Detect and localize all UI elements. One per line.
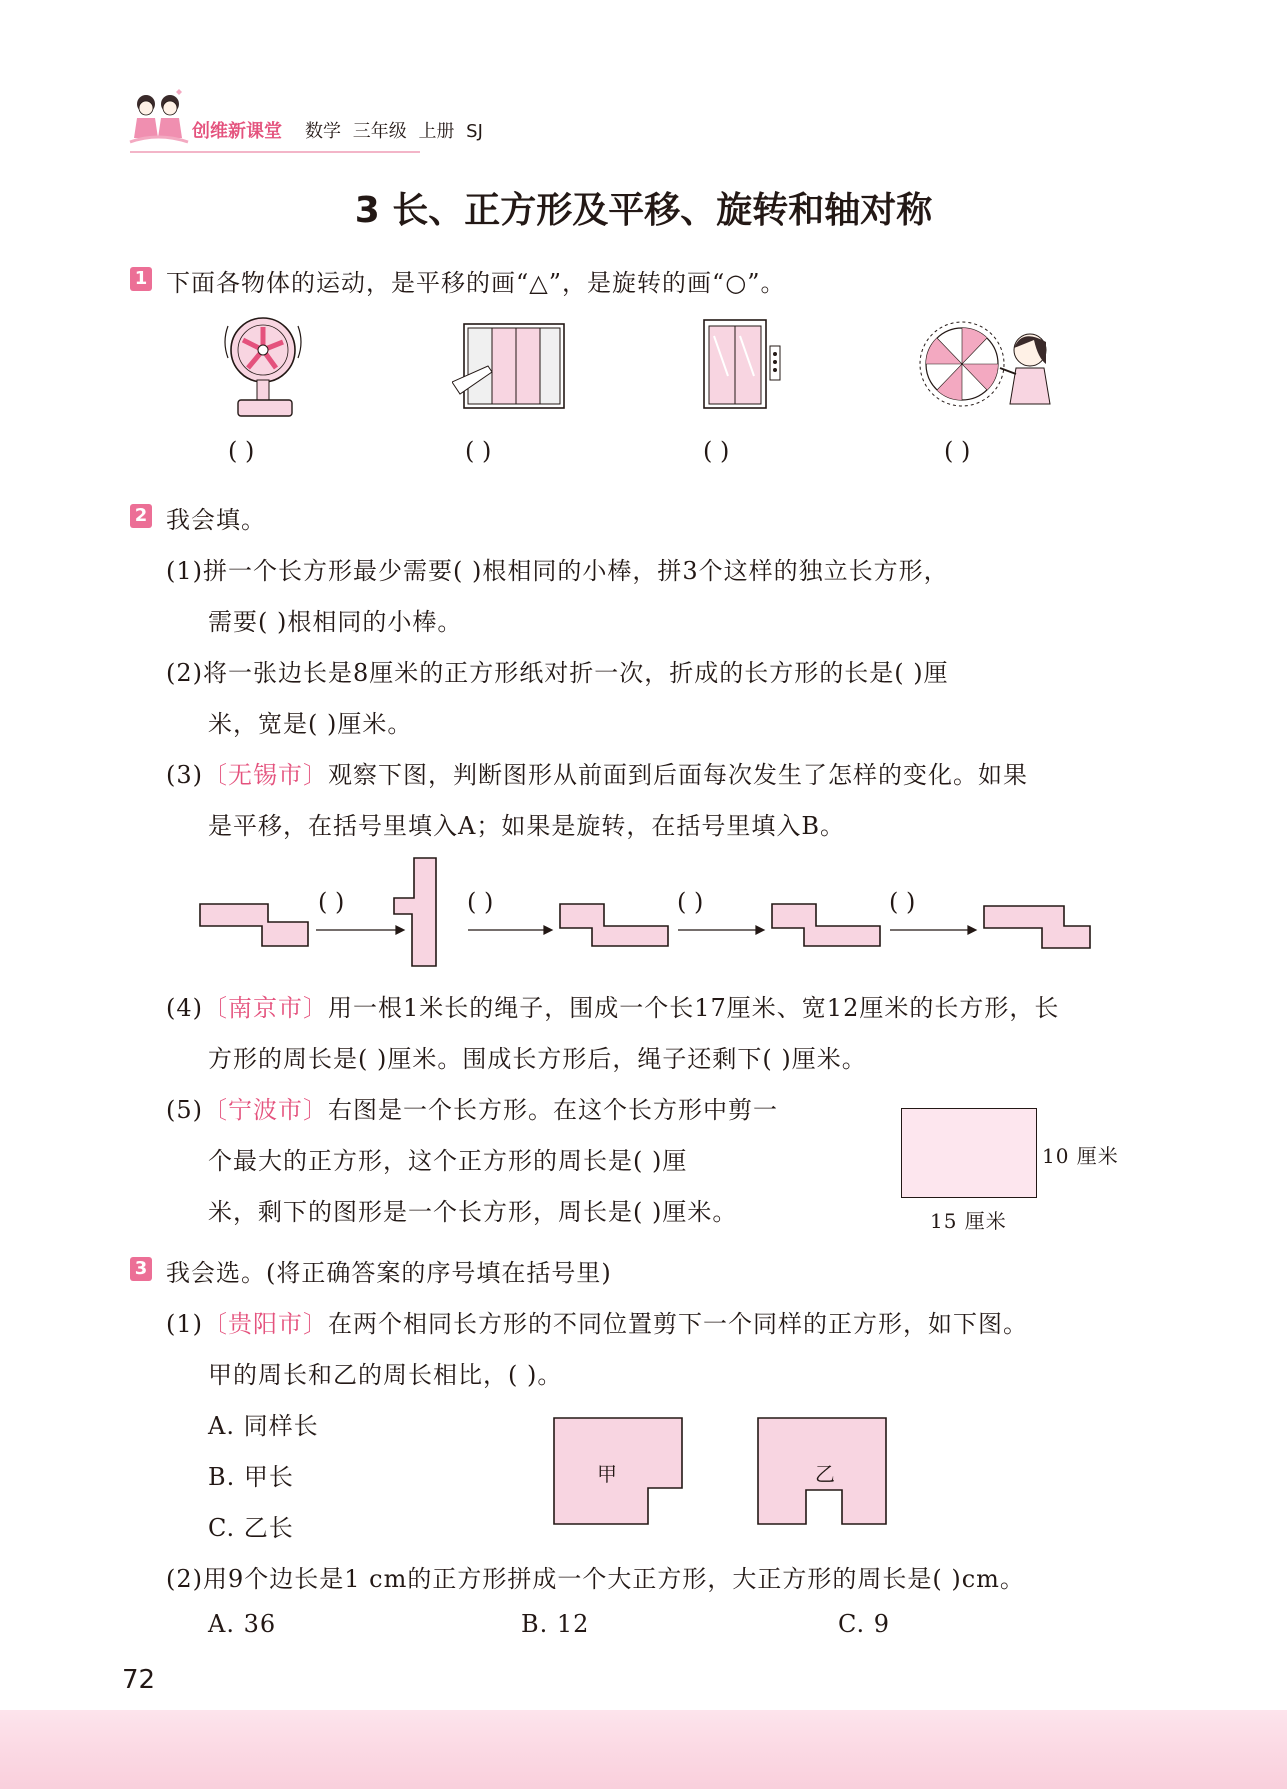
q2-part3-blank-2[interactable]: ( ): [467, 888, 494, 916]
shape-4: [772, 904, 880, 946]
spinning-wheel-image: [912, 318, 1062, 410]
q2-part3-blank-4[interactable]: ( ): [889, 888, 916, 916]
q2-part2-line2: 米，宽是( )厘米。: [208, 710, 413, 738]
q2-part2-line1: (2)将一张边长是8厘米的正方形纸对折一次，折成的长方形的长是( )厘: [166, 659, 949, 687]
question-1-blank-2[interactable]: ( ): [465, 437, 492, 465]
question-3-text: 我会选。(将正确答案的序号填在括号里): [166, 1259, 612, 1287]
question-2-badge: 2: [130, 504, 152, 528]
q3-part1-line1: [166, 1304, 1028, 1339]
q3-part1-option-c[interactable]: C. 乙长: [208, 1514, 294, 1542]
header-mascot: [128, 88, 190, 150]
shape-1: [200, 904, 308, 946]
q2-part5-line3: 米，剩下的图形是一个长方形，周长是( )厘米。: [208, 1198, 738, 1226]
shape-3: [560, 904, 668, 946]
question-1-blank-3[interactable]: ( ): [703, 437, 730, 465]
q2-part5-width-label: 15 厘米: [930, 1209, 1007, 1233]
q3-part1-number: (1): [166, 1310, 203, 1338]
q3-part2-option-b[interactable]: B. 12: [521, 1610, 590, 1638]
q2-part3-blank-1[interactable]: ( ): [318, 888, 345, 916]
q3-part1-source-tag: 〔贵阳市〕: [203, 1310, 328, 1338]
elevator-door-image: [700, 316, 784, 412]
question-1-badge: 1: [130, 267, 152, 291]
label-yi: 乙: [815, 1462, 835, 1486]
q3-part1-text: 在两个相同长方形的不同位置剪下一个同样的正方形，如下图。: [328, 1310, 1028, 1338]
fan-image: [218, 312, 310, 422]
q3-part1-option-a[interactable]: A. 同样长: [208, 1412, 319, 1440]
page-title: 3 长、正方形及平移、旋转和轴对称: [354, 190, 933, 231]
q2-part4-line1: [166, 988, 1059, 1023]
q2-part5-rectangle: [901, 1108, 1037, 1198]
sliding-window-image: [452, 322, 568, 412]
q2-part1-line1: (1)拼一个长方形最少需要( )根相同的小棒，拼3个这样的独立长方形，: [166, 557, 949, 585]
question-1-blank-4[interactable]: ( ): [944, 437, 971, 465]
question-1-text: 下面各物体的运动，是平移的画“△”，是旋转的画“○”。: [166, 269, 786, 297]
q2-part3-text: 观察下图，判断图形从前面到后面每次发生了怎样的变化。如果: [328, 761, 1028, 789]
question-2-text: 我会填。: [166, 506, 266, 534]
q2-part4-line2: 方形的周长是( )厘米。围成长方形后，绳子还剩下( )厘米。: [208, 1045, 867, 1073]
question-3-badge: 3: [130, 1257, 152, 1281]
q2-part4-source-tag: 〔南京市〕: [203, 994, 328, 1022]
shape-5: [984, 906, 1090, 948]
q2-part3-line2: 是平移，在括号里填入A；如果是旋转，在括号里填入B。: [208, 812, 845, 840]
shape-2: [394, 858, 436, 966]
header-divider: [130, 151, 420, 153]
q2-part1-line2: 需要( )根相同的小棒。: [208, 608, 463, 636]
q2-part4-text: 用一根1米长的绳子，围成一个长17厘米、宽12厘米的长方形，长: [328, 994, 1060, 1022]
q2-part3-source-tag: 〔无锡市〕: [203, 761, 328, 789]
q2-part5-source-tag: 〔宁波市〕: [203, 1096, 328, 1124]
question-1-blank-1[interactable]: ( ): [228, 437, 255, 465]
q2-part4-number: (4): [166, 994, 203, 1022]
shape-jia: [554, 1418, 682, 1524]
q2-part5-text: 右图是一个长方形。在这个长方形中剪一: [328, 1096, 778, 1124]
q3-part2-line: (2)用9个边长是1 cm的正方形拼成一个大正方形，大正方形的周长是( )cm。: [166, 1565, 1025, 1593]
header-subject: 数学 三年级 上册 SJ: [305, 121, 483, 142]
q3-part1-option-b[interactable]: B. 甲长: [208, 1463, 294, 1491]
q3-part1-line2: 甲的周长和乙的周长相比，( )。: [208, 1361, 563, 1389]
header-brand: 创维新课堂: [192, 121, 282, 142]
page-number: 72: [122, 1665, 156, 1695]
q3-part2-option-c[interactable]: C. 9: [838, 1610, 891, 1638]
footer-band: [0, 1710, 1287, 1789]
q2-part5-line2: 个最大的正方形，这个正方形的周长是( )厘: [208, 1147, 688, 1175]
q2-part5-height-label: 10 厘米: [1042, 1144, 1119, 1168]
q2-part5-line1: [166, 1090, 778, 1125]
q2-part3-line1: [166, 755, 1028, 790]
label-jia: 甲: [597, 1462, 617, 1486]
q2-part3-number: (3): [166, 761, 203, 789]
q2-part3-blank-3[interactable]: ( ): [677, 888, 704, 916]
q2-part5-number: (5): [166, 1096, 203, 1124]
q3-part2-option-a[interactable]: A. 36: [208, 1610, 277, 1638]
